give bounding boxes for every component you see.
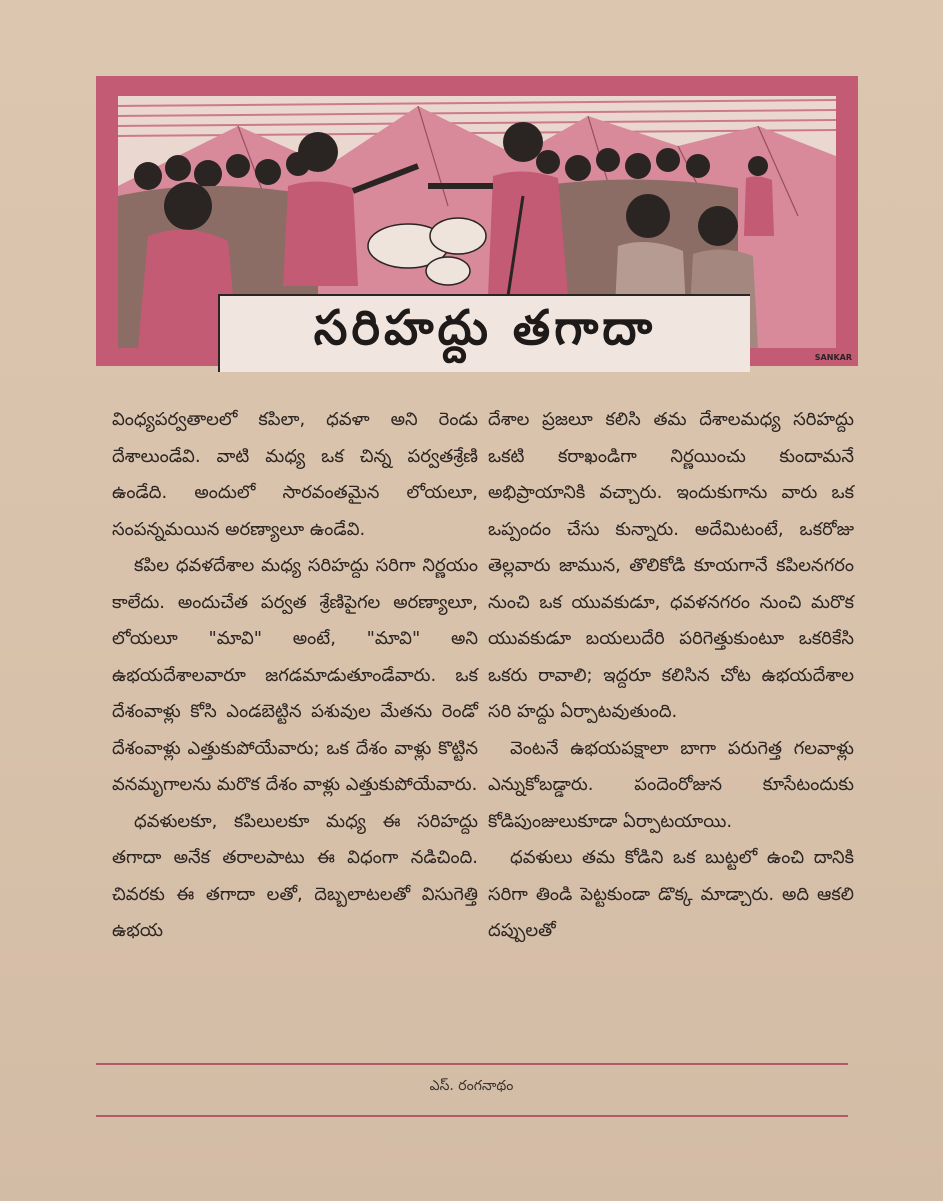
title-box (218, 294, 750, 372)
story-title: సరిహద్దు తగాదా (313, 300, 657, 356)
left-paragraph-3: ధవళులకూ, కపిలులకూ మధ్య ఈ సరిహద్దు తగాదా అనేక తరాలపాటు ఈ విధంగా నడిచింది. చివరకు ఈ తగాదా లతో, దెబ్బలాటలతో విసుగెత్తి ఉభయ (112, 810, 478, 941)
illustrator-signature: SANKAR (814, 353, 852, 362)
right-paragraph-2: వెంటనే ఉభయపక్షాలా బాగా పరుగెత్త గలవాళ్లు ఎన్నుకోబడ్డారు. పందెంరోజున కూసేటందుకు కోడిపుంజులుకూడా ఏర్పాటయాయి. (488, 737, 854, 832)
author-name: ఎస్. రంగనాథం (429, 1078, 514, 1094)
right-paragraph-3: ధవళులు తమ కోడిని ఒక బుట్టలో ఉంచి దానికి సరిగా తిండి పెట్టకుండా డొక్క మాడ్చారు. అది ఆకలి దప్పులతో (488, 847, 854, 941)
story-banner (96, 76, 858, 366)
footer-rule-bottom (96, 1115, 848, 1117)
left-paragraph-2: కపిల ధవళదేశాల మధ్య సరిహద్దు సరిగా నిర్ణయం కాలేదు. అందుచేత పర్వత శ్రేణిపైగల అరణ్యాలూ, లోయలూ "మావి" అంటే, "మావి" అని ఉభయదేశాలవారూ జగడమాడుతూండేవారు. ఒక దేశంవాళ్లు కోసి ఎండబెట్టిన పశువుల మేతను రెండో దేశంవాళ్లు ఎత్తుకుపోయేవారు; ఒక దేశం వాళ్లు కొట్టిన వనమృగాలను మరొక దేశం వాళ్లు ఎత్తుకుపోయేవారు. (112, 555, 478, 795)
footer-rule-top (96, 1063, 848, 1065)
right-column (488, 402, 854, 950)
left-column (112, 402, 478, 950)
right-paragraph-1: దేశాల ప్రజలూ కలిసి తమ దేశాలమధ్య సరిహద్దు ఒకటి కరాఖండిగా నిర్ణయించు కుందామనే అభిప్రాయానికి వచ్చారు. ఇందుకుగాను వారు ఒక ఒప్పందం చేసు కున్నారు. అదేమిటంటే, ఒకరోజు తెల్లవారు జామున, తొలికోడి కూయగానే కపిలనగరం నుంచి ఒక యువకుడూ, ధవళనగరం నుంచి మరొక యువకుడూ బయలుదేరి పరిగెత్తుకుంటూ ఒకరికేసి ఒకరు రావాలి; ఇద్దరూ కలిసిన చోట ఉభయదేశాల సరి హద్దు ఏర్పాటవుతుంది. (488, 409, 854, 722)
left-paragraph-1: వింధ్యపర్వతాలలో కపిలా, ధవళా అని రెండు దేశాలుండేవి. వాటి మధ్య ఒక చిన్న పర్వతశ్రేణి ఉండేది. అందులో సారవంతమైన లోయలూ, సంపన్నమయిన అరణ్యాలూ ఉండేవి. (112, 409, 478, 540)
